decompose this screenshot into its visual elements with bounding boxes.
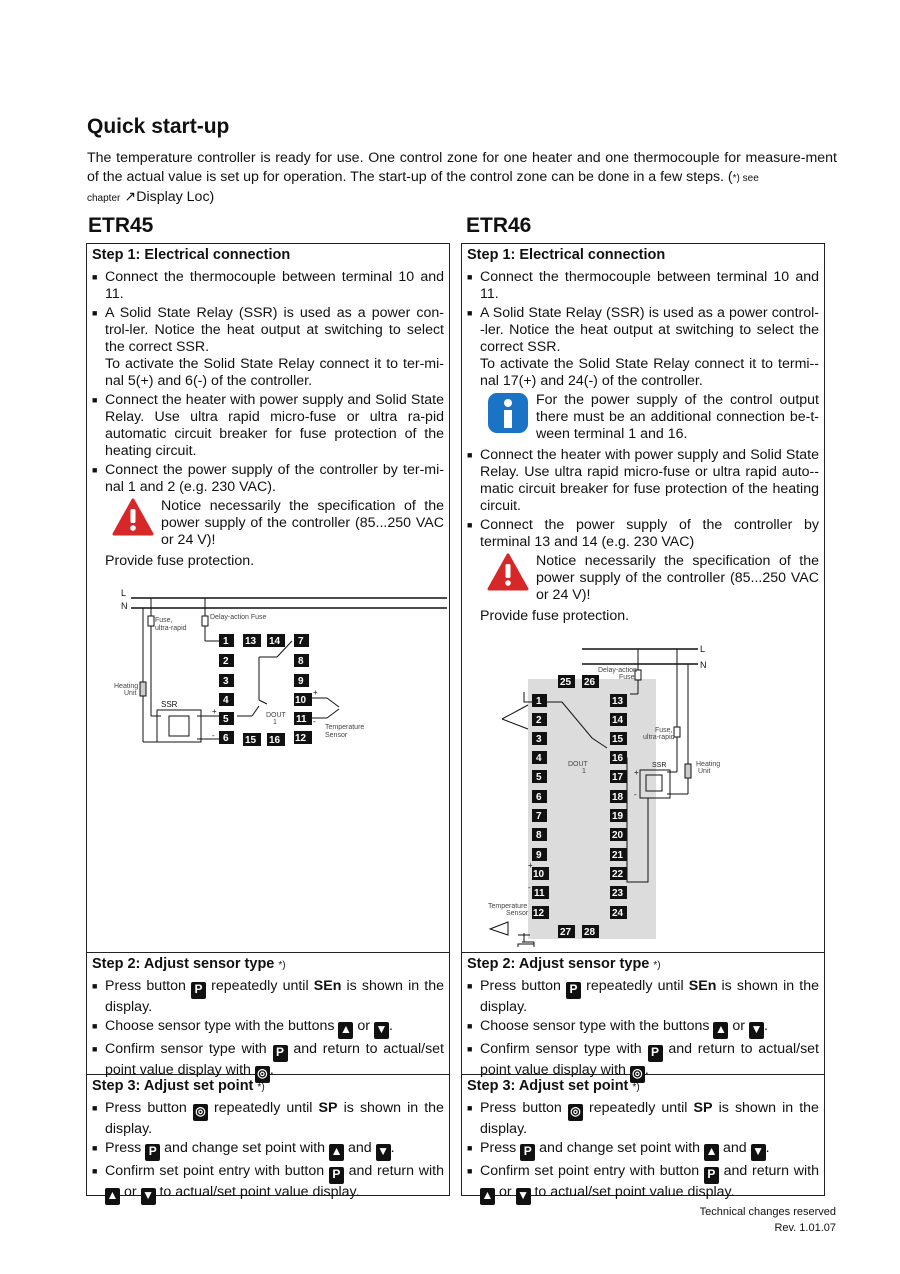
p-key-icon: P — [520, 1144, 535, 1161]
list-item: ■ Press button ◎ repeatedly until SP is shown in the display. — [92, 1100, 444, 1138]
svg-text:18: 18 — [612, 792, 624, 803]
list-item: ■ Press P and change set point with ▲ and ▼ . — [92, 1140, 444, 1161]
list-item: ■ Press P and change set point with ▲ and ▼ . — [467, 1140, 819, 1161]
svg-text:Fuse: Fuse — [619, 674, 635, 681]
down-key-icon: ▼ — [516, 1188, 531, 1205]
svg-text:25: 25 — [560, 677, 572, 688]
svg-text:DOUT: DOUT — [568, 761, 588, 768]
svg-text:15: 15 — [245, 735, 257, 746]
info-note: For the power supply of the control output there must be an additional connection be-t-ween terminal 1 and 16. — [462, 392, 824, 443]
svg-text:8: 8 — [536, 830, 542, 841]
svg-text:L: L — [700, 644, 706, 654]
svg-text:11: 11 — [534, 888, 545, 899]
svg-text:7: 7 — [298, 636, 304, 647]
list-item: ■ Connect the heater with power supply and Solid State Relay. Use ultra rapid micro-fuse or ultra rapid auto--matic circuit breaker for fuse protection of the heating circuit. — [467, 447, 819, 515]
svg-text:13: 13 — [245, 636, 257, 647]
menu-key-icon: ◎ — [255, 1066, 270, 1083]
down-key-icon: ▼ — [749, 1022, 764, 1039]
list-item: ■ Press button P repeatedly until SEn is shown in the display. — [467, 978, 819, 1016]
p-key-icon: P — [704, 1167, 719, 1184]
p-key-icon: P — [329, 1167, 344, 1184]
svg-text:Temperature: Temperature — [325, 724, 365, 731]
svg-text:Sensor: Sensor — [506, 910, 529, 917]
svg-text:Unit: Unit — [698, 768, 711, 775]
svg-text:1: 1 — [582, 768, 586, 775]
svg-text:Unit: Unit — [124, 690, 137, 697]
svg-text:1: 1 — [536, 696, 542, 707]
svg-text:10: 10 — [295, 695, 307, 706]
up-key-icon: ▲ — [329, 1144, 344, 1161]
svg-text:-: - — [313, 717, 316, 726]
step-heading: Step 1: Electrical connection — [92, 247, 291, 263]
svg-text:N: N — [700, 660, 707, 670]
svg-text:Heating: Heating — [114, 683, 139, 690]
svg-text:Sensor: Sensor — [325, 732, 348, 739]
step-heading: Step 3: Adjust set point *) — [467, 1078, 640, 1094]
etr45-step3 — [87, 1075, 449, 1205]
svg-text:20: 20 — [612, 830, 624, 841]
warning-icon — [487, 553, 529, 591]
list-item: ■ Choose sensor type with the buttons ▲ or ▼ . — [467, 1018, 819, 1039]
svg-text:15: 15 — [612, 734, 624, 745]
svg-text:Fuse,: Fuse, — [155, 617, 173, 624]
step-heading: Step 2: Adjust sensor type *) — [92, 956, 286, 972]
svg-text:Temperature: Temperature — [488, 903, 528, 910]
warning-icon — [112, 498, 154, 536]
svg-text:SSR: SSR — [161, 700, 178, 709]
svg-text:1: 1 — [273, 719, 277, 726]
svg-text:4: 4 — [223, 695, 229, 706]
list-item: ■ Confirm sensor type with P and return to actual/set point value display with ◎ . — [92, 1041, 444, 1083]
list-item: ■ Confirm set point entry with button P and return with ▲ or ▼ to actual/set point value display. — [92, 1163, 444, 1205]
p-key-icon: P — [191, 982, 206, 999]
footer-line2: Rev. 1.01.07 — [774, 1222, 836, 1234]
warning-note: Notice necessarily the specification of the power supply of the controller (85...250 VAC or 24 V)! — [462, 553, 824, 604]
p-key-icon: P — [648, 1045, 663, 1062]
etr45-wiring-diagram — [87, 582, 447, 752]
svg-text:+: + — [212, 707, 217, 716]
svg-text:14: 14 — [612, 715, 624, 726]
svg-text:12: 12 — [533, 908, 545, 919]
down-key-icon: ▼ — [376, 1144, 391, 1161]
svg-text:14: 14 — [269, 636, 281, 647]
down-key-icon: ▼ — [374, 1022, 389, 1039]
etr46-step2 — [462, 953, 824, 1080]
svg-text:4: 4 — [536, 753, 542, 764]
list-item: ■ Connect the power supply of the controller by ter-mi-nal 1 and 2 (e.g. 230 VAC). — [92, 462, 444, 496]
svg-text:2: 2 — [223, 656, 229, 667]
p-key-icon: P — [566, 982, 581, 999]
up-key-icon: ▲ — [338, 1022, 353, 1039]
svg-text:DOUT: DOUT — [266, 712, 286, 719]
fuse-note: Provide fuse protection. — [105, 553, 255, 569]
svg-text:1: 1 — [223, 636, 229, 647]
svg-text:-: - — [212, 731, 215, 740]
etr45-step2 — [87, 953, 449, 1080]
list-item: ■ Connect the power supply of the controller by terminal 13 and 14 (e.g. 230 VAC) — [467, 517, 819, 551]
etr46-wiring-diagram — [462, 642, 824, 947]
etr45-step1 — [87, 244, 449, 953]
svg-text:7: 7 — [536, 811, 542, 822]
svg-text:6: 6 — [223, 733, 229, 744]
svg-text:3: 3 — [536, 734, 542, 745]
svg-text:13: 13 — [612, 696, 624, 707]
svg-text:6: 6 — [536, 792, 542, 803]
up-key-icon: ▲ — [105, 1188, 120, 1205]
svg-text:10: 10 — [533, 869, 545, 880]
svg-text:Heating: Heating — [696, 761, 721, 768]
svg-text:11: 11 — [296, 714, 307, 725]
svg-text:17: 17 — [612, 772, 624, 783]
menu-key-icon: ◎ — [630, 1066, 645, 1083]
svg-text:+: + — [313, 688, 318, 697]
svg-text:16: 16 — [612, 753, 624, 764]
list-item: ■ Choose sensor type with the buttons ▲ or ▼ . — [92, 1018, 444, 1039]
list-item: ■ A Solid State Relay (SSR) is used as a power con-trol-ler. Notice the heat output at switching to select the correct SSR. To activate the Solid State Relay connect it to ter-mi-nal 5(+) and 6(-) of the controller. — [92, 305, 444, 390]
list-item: ■ Press button ◎ repeatedly until SP is shown in the display. — [467, 1100, 819, 1138]
svg-text:5: 5 — [223, 714, 229, 725]
svg-text:28: 28 — [584, 927, 596, 938]
p-key-icon: P — [273, 1045, 288, 1062]
svg-text:ultra-rapid: ultra-rapid — [643, 734, 675, 741]
svg-text:23: 23 — [612, 888, 624, 899]
svg-text:-: - — [634, 790, 637, 799]
svg-text:Fuse,: Fuse, — [655, 727, 673, 734]
down-key-icon: ▼ — [751, 1144, 766, 1161]
svg-text:19: 19 — [612, 811, 624, 822]
list-item: ■ Connect the thermocouple between terminal 10 and 11. — [467, 269, 819, 303]
svg-text:16: 16 — [269, 735, 281, 746]
list-item: ■ Confirm set point entry with button P and return with ▲ or ▼ to actual/set point value display. — [467, 1163, 819, 1205]
menu-key-icon: ◎ — [568, 1104, 583, 1121]
list-item: ■ Connect the heater with power supply and Solid State Relay. Use ultra rapid micro-fuse or ultra ra-pid automatic circuit breaker for fuse protection of the heating circuit. — [92, 392, 444, 460]
svg-text:12: 12 — [295, 733, 307, 744]
svg-text:26: 26 — [584, 677, 596, 688]
warning-note: Notice necessarily the specification of the power supply of the controller (85...250 VAC or 24 V)! — [87, 498, 449, 549]
intro-paragraph: The temperature controller is ready for use. One control zone for one heater and one thermocouple for measure-ment of the actual value is set up for operation. The start-up of the control zone can be done in a few steps. (*) see chapter ↗Display Loc) — [87, 150, 837, 205]
svg-text:-: - — [528, 883, 531, 892]
fuse-note: Provide fuse protection. — [480, 608, 630, 624]
up-key-icon: ▲ — [480, 1188, 495, 1205]
page-title: Quick start-up — [87, 115, 230, 138]
svg-text:Delay-action Fuse: Delay-action Fuse — [210, 614, 267, 621]
svg-text:8: 8 — [298, 656, 304, 667]
menu-key-icon: ◎ — [193, 1104, 208, 1121]
etr46-step3 — [462, 1075, 824, 1205]
svg-text:24: 24 — [612, 908, 624, 919]
etr45-title: ETR45 — [88, 214, 154, 237]
down-key-icon: ▼ — [141, 1188, 156, 1205]
svg-text:+: + — [528, 861, 533, 870]
footer-line1: Technical changes reserved — [699, 1206, 836, 1218]
list-item: ■ A Solid State Relay (SSR) is used as a power control--ler. Notice the heat output at switching to select the correct SSR. To activate the Solid State Relay connect it to termi--nal 17(+) and 24(-) of the controller. — [467, 305, 819, 390]
svg-text:27: 27 — [560, 927, 572, 938]
p-key-icon: P — [145, 1144, 160, 1161]
svg-text:2: 2 — [536, 715, 542, 726]
up-key-icon: ▲ — [704, 1144, 719, 1161]
svg-text:9: 9 — [536, 850, 542, 861]
list-item: ■ Press button P repeatedly until SEn is shown in the display. — [92, 978, 444, 1016]
svg-text:3: 3 — [223, 676, 229, 687]
svg-text:SSR: SSR — [652, 762, 667, 769]
svg-text:5: 5 — [536, 772, 542, 783]
svg-text:Delay-action: Delay-action — [598, 667, 637, 674]
svg-text:21: 21 — [612, 850, 624, 861]
svg-text:+: + — [634, 768, 639, 777]
svg-text:L: L — [121, 588, 127, 598]
info-icon — [487, 392, 529, 434]
list-item: ■ Confirm sensor type with P and return to actual/set point value display with ◎ . — [467, 1041, 819, 1083]
etr46-title: ETR46 — [466, 214, 532, 237]
up-key-icon: ▲ — [713, 1022, 728, 1039]
step-heading: Step 2: Adjust sensor type *) — [467, 956, 661, 972]
step-heading: Step 1: Electrical connection — [467, 247, 666, 263]
etr45-column — [86, 243, 450, 1202]
step-heading: Step 3: Adjust set point *) — [92, 1078, 265, 1094]
svg-text:9: 9 — [298, 676, 304, 687]
etr46-column — [461, 243, 825, 1202]
svg-text:22: 22 — [612, 869, 624, 880]
etr46-step1 — [462, 244, 824, 953]
list-item: ■ Connect the thermocouple between terminal 10 and 11. — [92, 269, 444, 303]
svg-text:N: N — [121, 601, 128, 611]
svg-text:ultra-rapid: ultra-rapid — [155, 625, 187, 632]
